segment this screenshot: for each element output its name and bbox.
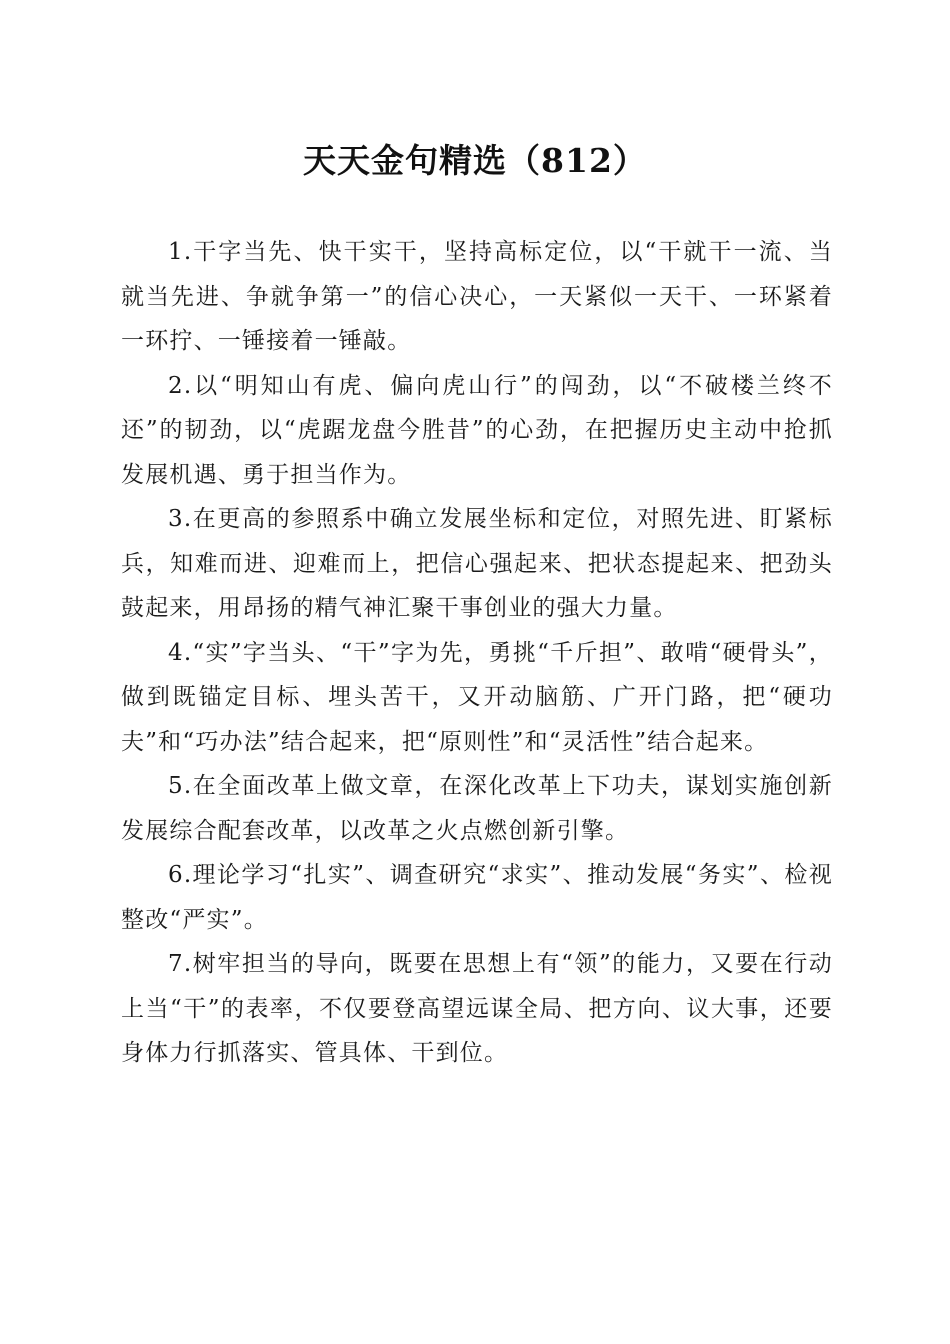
paragraph-3: 3.在更高的参照系中确立发展坐标和定位，对照先进、盯紧标兵，知难而进、迎难而上，把信心强起来、把状态提起来、把劲头鼓起来，用昂扬的精气神汇聚干事创业的强大力量。 bbox=[121, 506, 833, 621]
document-body bbox=[121, 230, 833, 1076]
paragraph-7: 7.树牢担当的导向，既要在思想上有“领”的能力，又要在行动上当“干”的表率，不仅要登高望远谋全局、把方向、议大事，还要身体力行抓落实、管具体、干到位。 bbox=[121, 951, 833, 1066]
paragraph-6: 6.理论学习“扎实”、调查研究“求实”、推动发展“务实”、检视整改“严实”。 bbox=[121, 862, 833, 933]
paragraph-2: 2.以“明知山有虎、偏向虎山行”的闯劲，以“不破楼兰终不还”的韧劲，以“虎踞龙盘今胜昔”的心劲，在把握历史主动中抢抓发展机遇、勇于担当作为。 bbox=[121, 372, 833, 488]
paragraph-5: 5.在全面改革上做文章，在深化改革上下功夫，谋划实施创新发展综合配套改革，以改革之火点燃创新引擎。 bbox=[121, 773, 833, 844]
paragraph-1: 1.干字当先、快干实干，坚持高标定位，以“干就干一流、当就当先进、争就争第一”的信心决心，一天紧似一天干、一环紧着一环拧、一锤接着一锤敲。 bbox=[121, 239, 833, 354]
document-title: 天天金句精选（812） bbox=[303, 141, 647, 180]
paragraph-4: 4.“实”字当头、“干”字为先，勇挑“千斤担”、敢啃“硬骨头”，做到既锚定目标、埋头苦干，又开动脑筋、广开门路，把“硬功夫”和“巧办法”结合起来，把“原则性”和“灵活性”结合起来。 bbox=[121, 639, 833, 755]
